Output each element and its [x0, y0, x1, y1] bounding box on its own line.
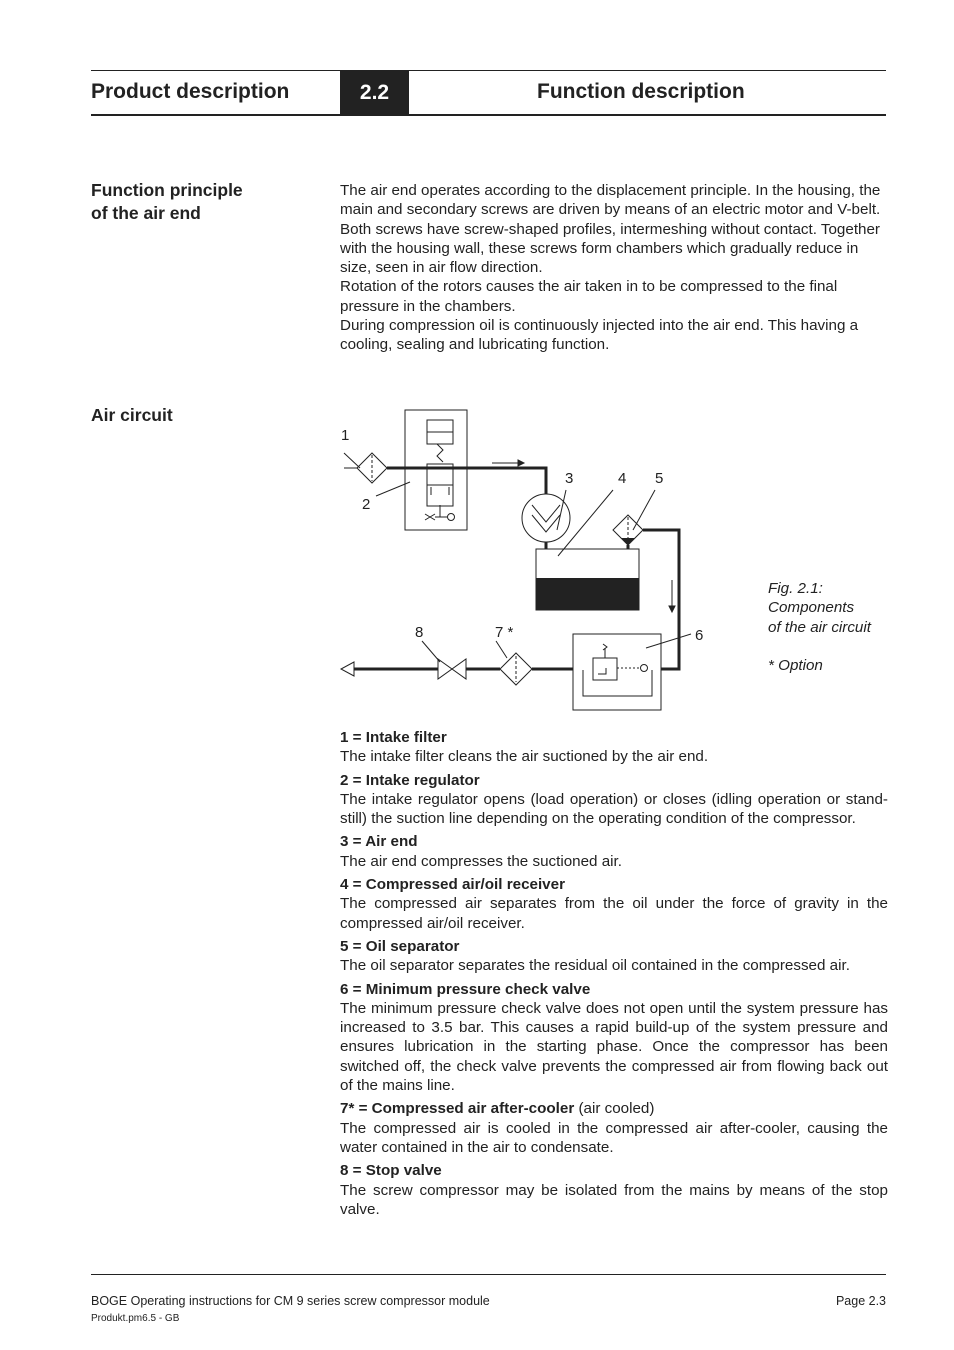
diagram-label-8: 8	[415, 624, 424, 641]
intake-regulator-housing	[405, 410, 467, 530]
list-item	[340, 771, 888, 829]
principle-paragraph: Rotation of the rotors causes the air taken in to be compressed to the final pressure in the chambers.	[340, 278, 838, 315]
item-title: 2 = Intake regulator	[340, 771, 480, 789]
item-description: The intake filter cleans the air suctioned by the air end.	[340, 748, 709, 766]
stop-valve-symbol	[438, 659, 466, 679]
air-circuit-heading: Air circuit	[91, 405, 173, 425]
item-description: The compressed air separates from the oil under the force of gravity in the compressed air/oil receiver.	[340, 895, 888, 932]
list-item	[340, 1161, 888, 1219]
figure-caption: Fig. 2.1: Components of the air circuit * Option	[768, 580, 871, 674]
diagram-label-6: 6	[695, 627, 704, 644]
item-title: 5 = Oil separator	[340, 937, 460, 955]
page-title: Function description	[537, 80, 745, 103]
item-title: 6 = Minimum pressure check valve	[340, 980, 591, 998]
footer-rule	[91, 1274, 886, 1275]
page-number: Page 2.3	[835, 1294, 886, 1308]
principle-heading: Function principle of the air end	[91, 180, 243, 223]
item-title: 4 = Compressed air/oil receiver	[340, 876, 565, 894]
list-item	[340, 980, 888, 1096]
list-item	[340, 1099, 888, 1157]
item-description: The air end compresses the suctioned air.	[340, 852, 622, 870]
principle-paragraph: The air end operates according to the displacement principle. In the housing, the main and secondary screws are driven by means of an electric motor and V-belt.	[340, 182, 881, 219]
footer-document: BOGE Operating instructions for CM 9 series screw compressor module	[91, 1294, 490, 1308]
list-item	[340, 832, 888, 871]
diagram-label-2: 2	[362, 496, 371, 513]
item-title-suffix: (air cooled)	[574, 1100, 655, 1118]
list-item	[340, 728, 888, 767]
principle-paragraph: Both screws have screw-shaped profiles, intermeshing without contact. Together with the housing wall, these screws form chambers which gradually reduce in size, seen in air flow direction.	[340, 220, 880, 277]
oil-level	[536, 578, 639, 610]
footer-file: Produkt.pm6.5 - GB	[91, 1313, 180, 1324]
item-title-row	[340, 1099, 888, 1118]
section-title: Product description	[91, 80, 290, 103]
item-description: The compressed air is cooled in the compressed air after-cooler, causing the water contained in the air to condensate.	[340, 1119, 888, 1156]
list-item	[340, 937, 888, 976]
item-title: 8 = Stop valve	[340, 1162, 442, 1180]
item-description: The minimum pressure check valve does not open until the system pressure has increased to 3.5 bar. This causes a rapid build-up of the system pressure and ensures lubrication in the starting phase. Once the compressor has been switched off, the check valve prevents the compressed air from flowing back out of the mains line.	[340, 999, 888, 1095]
item-description: The oil separator separates the residual oil contained in the compressed air.	[340, 957, 850, 975]
principle-paragraph: During compression oil is continuously injected into the air end. This having a cooling, sealing and lubricating function.	[340, 317, 859, 354]
air-end-symbol	[522, 494, 570, 542]
diagram-label-1: 1	[341, 427, 350, 444]
item-title: 7* = Compressed air after-cooler	[340, 1100, 575, 1118]
option-note: * Option	[768, 656, 823, 674]
item-description: The intake regulator opens (load operation) or closes (idling operation or stand-still) the suction line depending on the operating condition of the compressor.	[340, 790, 888, 828]
diagram-label-3: 3	[565, 470, 574, 487]
diagram-label-5: 5	[655, 470, 664, 487]
section-number: 2.2	[340, 70, 409, 116]
components-list	[340, 728, 888, 1223]
item-title: 3 = Air end	[340, 833, 418, 851]
diagram-label-7: 7 *	[495, 624, 514, 641]
list-item	[340, 875, 888, 933]
item-title: 1 = Intake filter	[340, 729, 447, 746]
diagram-label-4: 4	[618, 470, 627, 487]
item-description: The screw compressor may be isolated from the mains by means of the stop valve.	[340, 1181, 888, 1218]
